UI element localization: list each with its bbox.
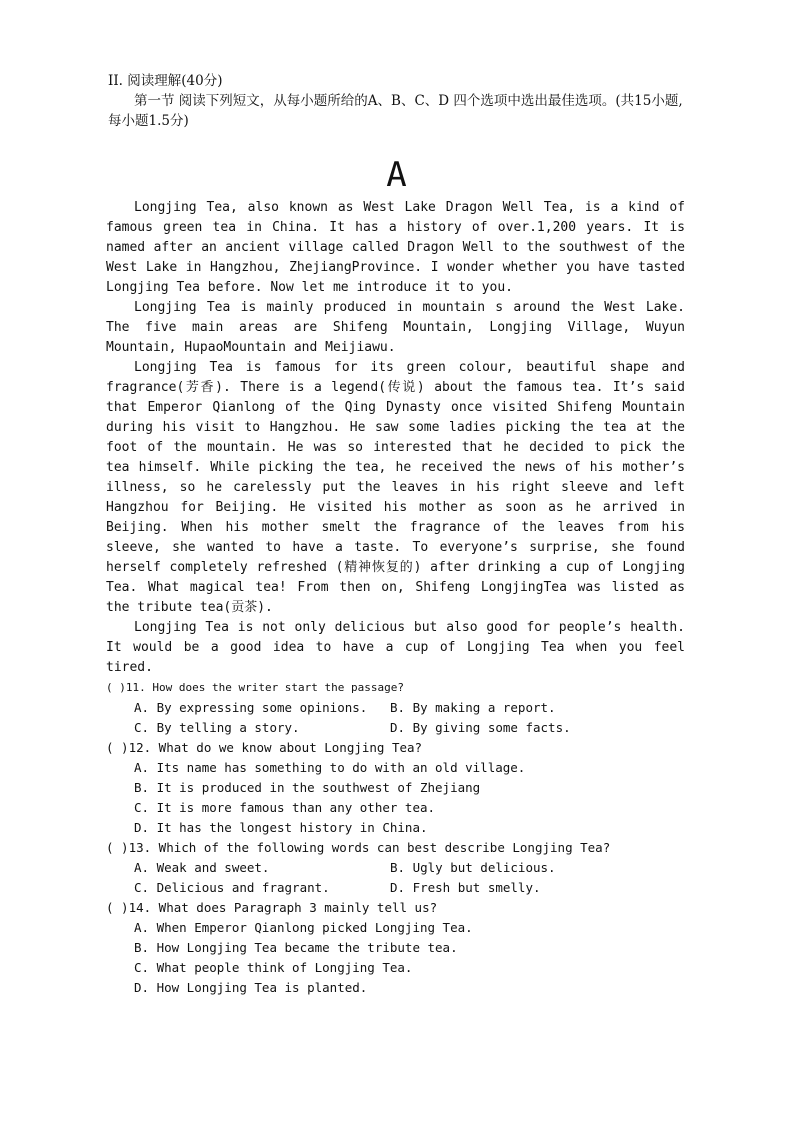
- option-c: C. By telling a story.: [134, 720, 300, 735]
- reading-passage: [106, 198, 685, 678]
- option-b: B. By making a report.: [390, 700, 556, 715]
- section-instructions: 第一节 阅读下列短文，从每小题所给的A、B、C、D 四个选项中选出最佳选项。(共15小题, 每小题1.5分): [108, 93, 683, 129]
- option-d: D. By giving some facts.: [390, 720, 571, 735]
- question-stem: ( )11. How does the writer start the passage?: [106, 681, 405, 694]
- option-c: C. It is more famous than any other tea.: [134, 800, 436, 815]
- option-c: C. What people think of Longjing Tea.: [134, 960, 413, 975]
- passage-paragraph: Longjing Tea, also known as West Lake Dragon Well Tea, is a kind of famous green tea in China. It has a history of over.1,200 years. It is named after an ancient village called Dragon Well to the southwest of the West Lake in Hangzhou, ZhejiangProvince. I wonder whether you have tasted Longjing Tea before. Now let me introduce it to you.: [106, 200, 685, 295]
- passage-paragraph: Longjing Tea is famous for its green colour, beautiful shape and fragrance(芳香). There is a legend(传说) about the famous tea. It’s said that Emperor Qianlong of the Qing Dynasty once visited Shifeng Mountain during his visit to Hangzhou. He saw some ladies picking the tea at the foot of the mountain. He was so interested that he decided to pick the tea himself. While picking the tea, he received the news of his mother’s illness, so he carelessly put the leaves in his right sleeve and left Hangzhou for Beijing. He visited his mother as soon as he arrived in Beijing. When his mother smelt the fragrance of the leaves from his sleeve, she wanted to have a taste. To everyone’s surprise, she found herself completely refreshed (精神恢复的) after drinking a cup of Longjing Tea. What magical tea! From then on, Shifeng LongjingTea was listed as the tribute tea(贡茶).: [106, 360, 685, 615]
- section-title: II. 阅读理解(40分): [108, 73, 223, 89]
- option-c: C. Delicious and fragrant.: [134, 880, 330, 895]
- question-14: [106, 898, 686, 998]
- option-a: A. By expressing some opinions.: [134, 700, 368, 715]
- option-d: D. It has the longest history in China.: [134, 820, 428, 835]
- option-row: [106, 718, 686, 738]
- option-row: [106, 858, 686, 878]
- passage-paragraph: Longjing Tea is mainly produced in mountain s around the West Lake. The five main areas are Shifeng Mountain, Longjing Village, Wuyun Mountain, HupaoMountain and Meijiawu.: [106, 300, 685, 355]
- option-list: [106, 758, 686, 838]
- question-stem: ( )13. Which of the following words can best describe Longjing Tea?: [106, 840, 611, 855]
- option-a: A. Its name has something to do with an old village.: [134, 760, 526, 775]
- option-row: [106, 698, 686, 718]
- option-b: B. It is produced in the southwest of Zhejiang: [134, 780, 481, 795]
- passage-paragraph: Longjing Tea is not only delicious but also good for people’s health. It would be a good idea to have a cup of Longjing Tea when you feel tired.: [106, 620, 685, 675]
- question-12: [106, 738, 686, 838]
- option-list: [106, 918, 686, 998]
- option-row: [106, 878, 686, 898]
- question-13: [106, 838, 686, 898]
- option-b: B. How Longjing Tea became the tribute tea.: [134, 940, 458, 955]
- passage-letter: A: [386, 155, 407, 195]
- option-d: D. Fresh but smelly.: [390, 880, 541, 895]
- question-stem: ( )12. What do we know about Longjing Tea?: [106, 740, 423, 755]
- option-d: D. How Longjing Tea is planted.: [134, 980, 368, 995]
- option-b: B. Ugly but delicious.: [390, 860, 556, 875]
- question-11: [106, 678, 686, 738]
- question-list: [106, 678, 686, 998]
- option-a: A. Weak and sweet.: [134, 860, 270, 875]
- question-stem: ( )14. What does Paragraph 3 mainly tell us?: [106, 900, 438, 915]
- option-a: A. When Emperor Qianlong picked Longjing Tea.: [134, 920, 473, 935]
